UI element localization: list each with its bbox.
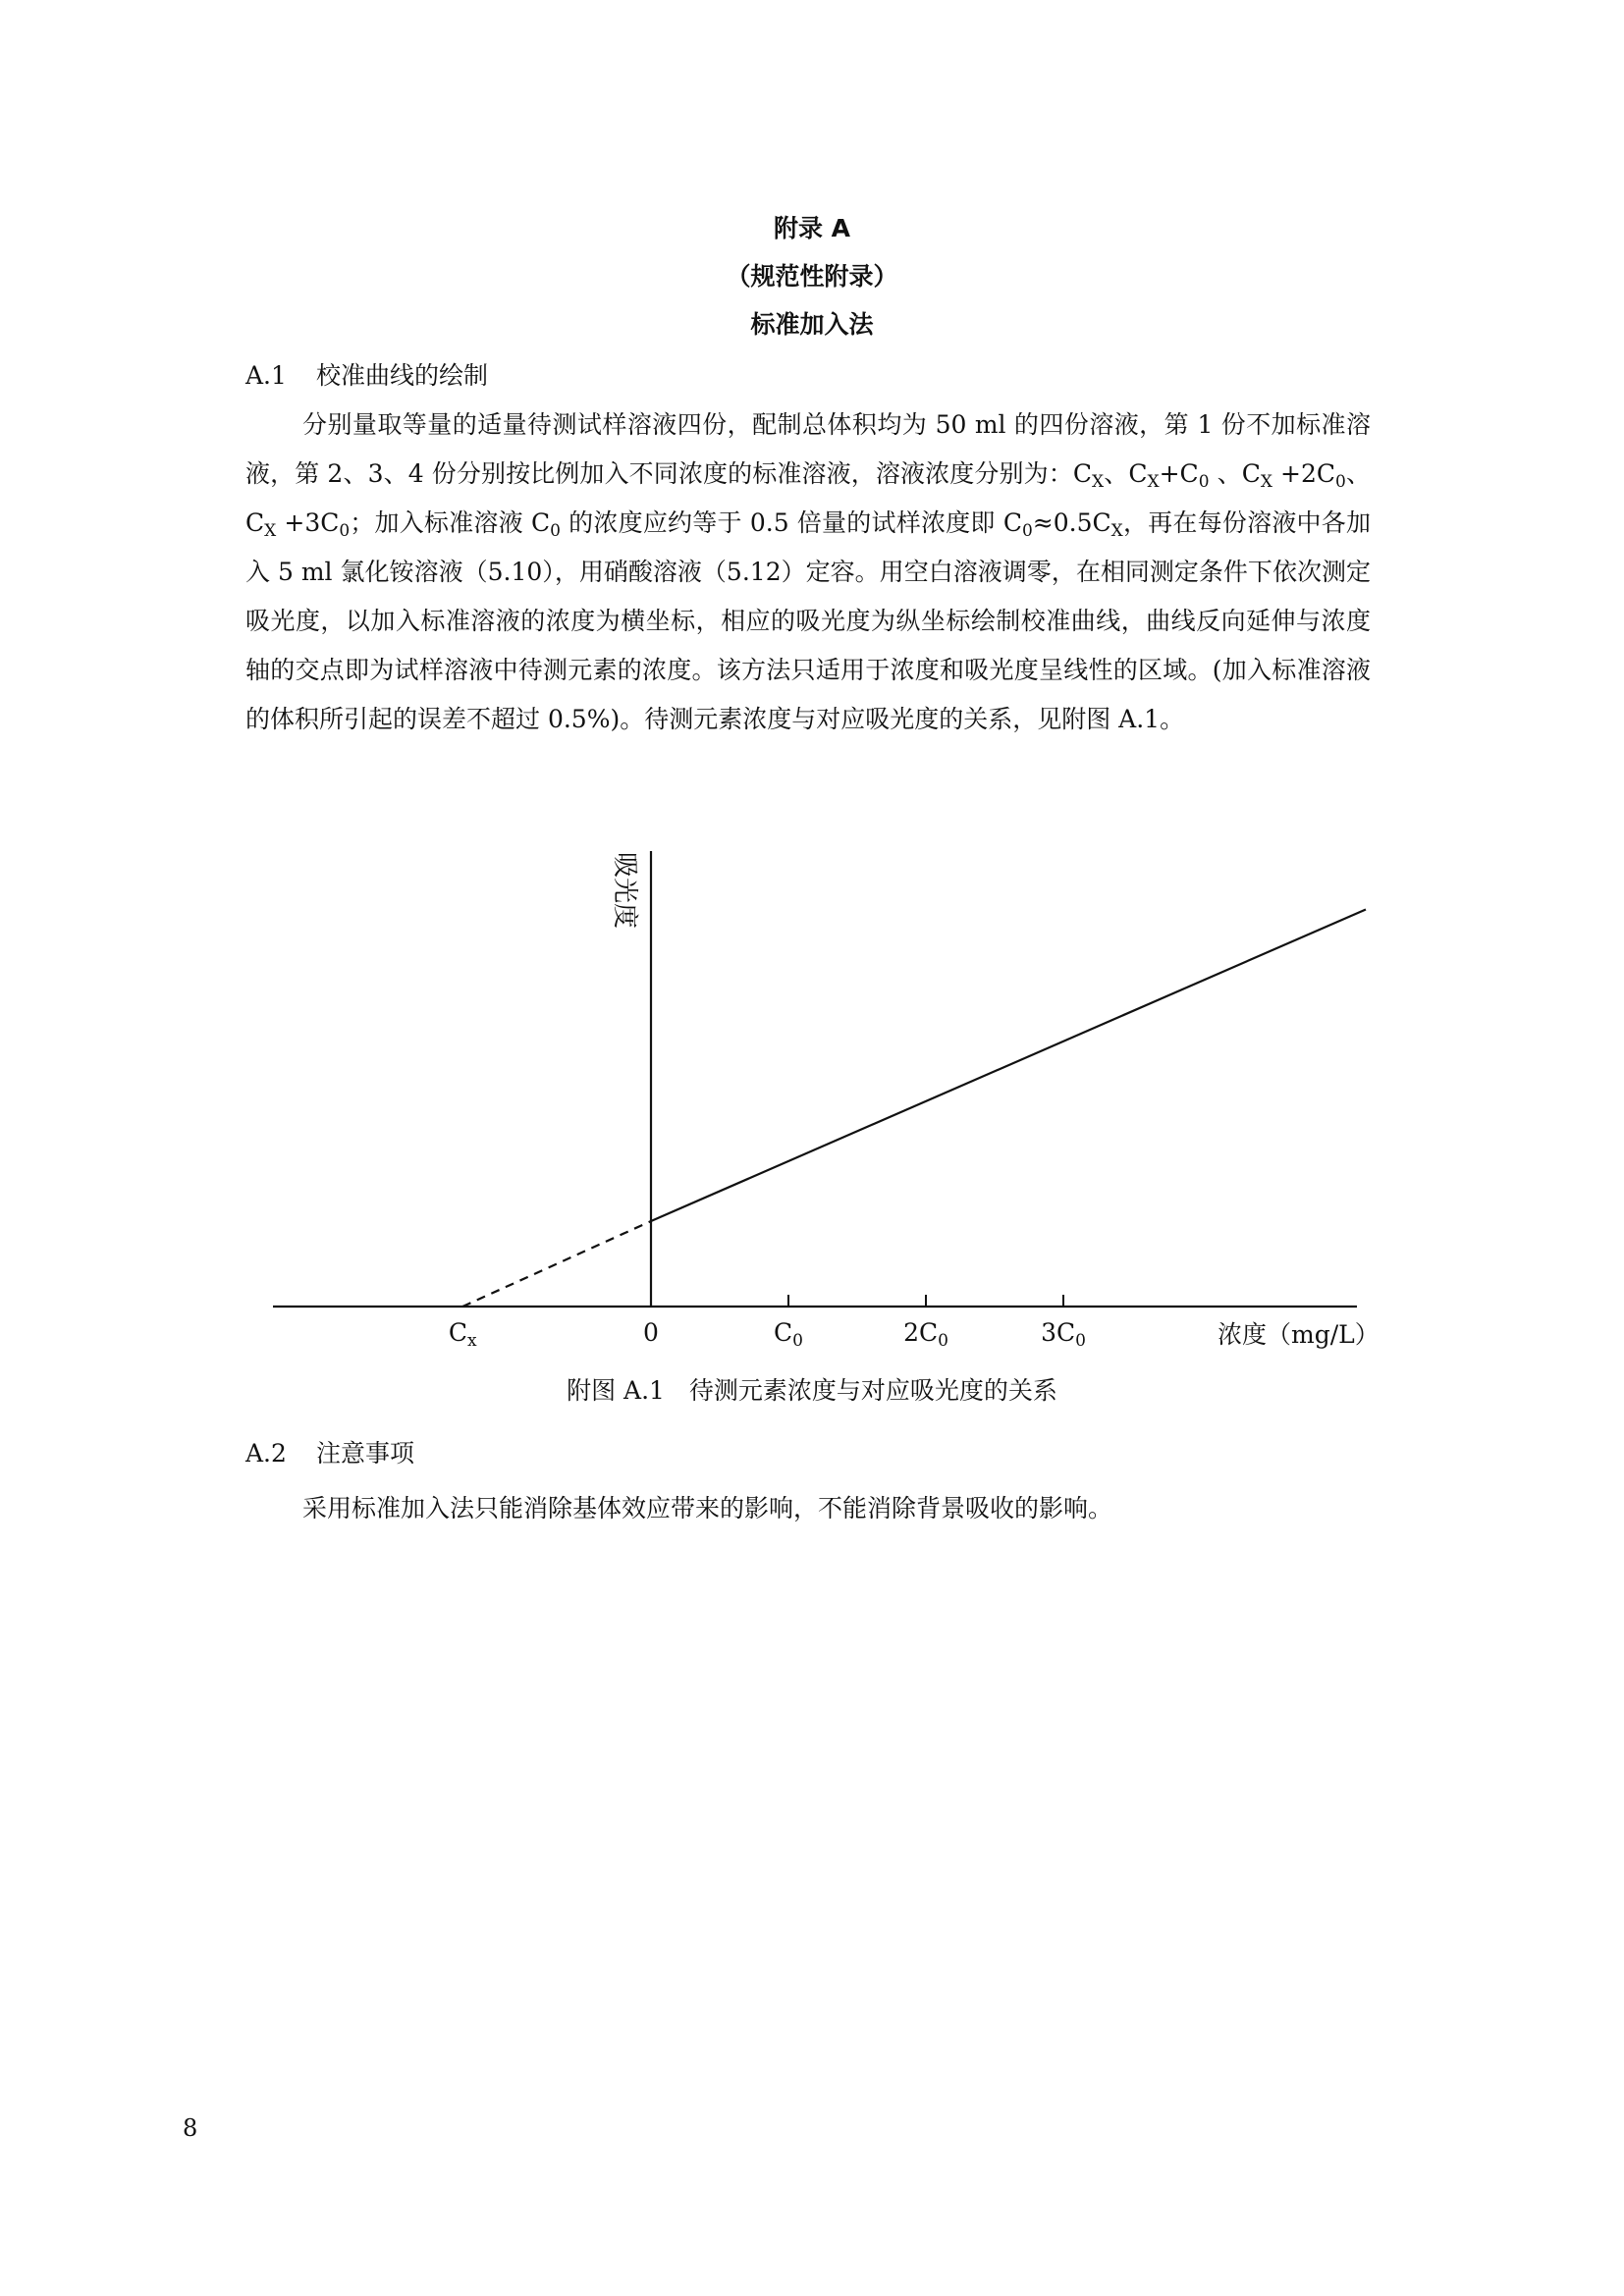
figure-caption: 附图 A.1 待测元素浓度与对应吸光度的关系 bbox=[567, 1376, 1057, 1405]
term-cx-2c0: C bbox=[1241, 459, 1261, 488]
approx-text: ≈0.5C bbox=[1032, 508, 1111, 537]
plus-3c0: +3C bbox=[276, 508, 340, 537]
x-tick-label: $2C_0$ bbox=[903, 1318, 948, 1351]
appendix-subtitle: （规范性附录） bbox=[726, 262, 898, 291]
sub-0: 0 bbox=[339, 521, 351, 541]
sep: 、 bbox=[1209, 459, 1242, 488]
section-a2-number: A.2 bbox=[245, 1439, 287, 1468]
term-cx-c0: C bbox=[1128, 459, 1148, 488]
section-a2-title: 注意事项 bbox=[316, 1439, 415, 1468]
sub-x: X bbox=[1110, 521, 1123, 541]
plus-c0: +C bbox=[1159, 459, 1199, 488]
section-a2-paragraph bbox=[245, 1484, 1371, 1533]
para-text-4: ，再在每份溶液中各加入 5 ml 氯化铵溶液（5.10），用硝酸溶液（5.12）定容。用空白溶液调零，在相同测定条件下依次测定吸光度，以加入标准溶液的浓度为横坐标，相应的吸光度为纵坐标绘制校准曲线，曲线反向延伸与浓度轴的交点即为试样溶液中待测元素的浓度。该方法只适用于浓度和吸光度呈线性的区域。(加入标准溶液的体积所引起的误差不超过 0.5%)。待测元素浓度与对应吸光度的关系，见附图 A.1。 bbox=[245, 508, 1371, 733]
sub-x: X bbox=[1092, 472, 1105, 492]
x-tick-label: $C_0$ bbox=[774, 1318, 803, 1351]
sub-x: X bbox=[264, 521, 277, 541]
sep: 、 bbox=[1104, 459, 1129, 488]
page-number: 8 bbox=[183, 2114, 198, 2142]
sub-0: 0 bbox=[1335, 472, 1346, 492]
sep: 、 bbox=[1345, 459, 1371, 488]
term-c0: C bbox=[531, 508, 551, 537]
x-tick-label: $3C_0$ bbox=[1041, 1318, 1086, 1351]
para-text-2: ；加入标准溶液 bbox=[350, 508, 531, 537]
extrapolation-line bbox=[462, 1221, 651, 1307]
x-tick-label: $C_x$ bbox=[448, 1318, 477, 1351]
y-axis-label: 吸光度 bbox=[610, 852, 639, 930]
calibration-line bbox=[651, 909, 1366, 1221]
section-a1-title: 校准曲线的绘制 bbox=[316, 361, 489, 390]
section-a2-text: 采用标准加入法只能消除基体效应带来的影响，不能消除背景吸收的影响。 bbox=[302, 1494, 1113, 1522]
sub-0: 0 bbox=[1021, 521, 1033, 541]
term-cx: C bbox=[1072, 459, 1092, 488]
appendix-title: 附录 A bbox=[773, 214, 851, 242]
sub-0: 0 bbox=[550, 521, 561, 541]
para-text-1: 分别量取等量的适量待测试样溶液四份，配制总体积均为 50 ml 的四份溶液，第 1 份不加标准溶液，第 2、3、4 份分别按比例加入不同浓度的标准溶液，溶液浓度分别为： bbox=[245, 410, 1372, 488]
term-c0-approx: C bbox=[1002, 508, 1022, 537]
sub-0: 0 bbox=[1198, 472, 1210, 492]
para-text-3: 的浓度应约等于 0.5 倍量的试样浓度即 bbox=[560, 508, 1003, 537]
x-axis-label: 浓度（mg/L） bbox=[1218, 1320, 1380, 1349]
section-a1-number: A.1 bbox=[245, 361, 287, 390]
plus-2c0: +2C bbox=[1272, 459, 1336, 488]
x-tick-label: 0 bbox=[643, 1318, 659, 1347]
appendix-name: 标准加入法 bbox=[750, 310, 874, 339]
sub-x: X bbox=[1147, 472, 1160, 492]
sub-x: X bbox=[1260, 472, 1272, 492]
term-cx-3c0: C bbox=[245, 508, 265, 537]
section-a2-heading bbox=[245, 1437, 414, 1470]
